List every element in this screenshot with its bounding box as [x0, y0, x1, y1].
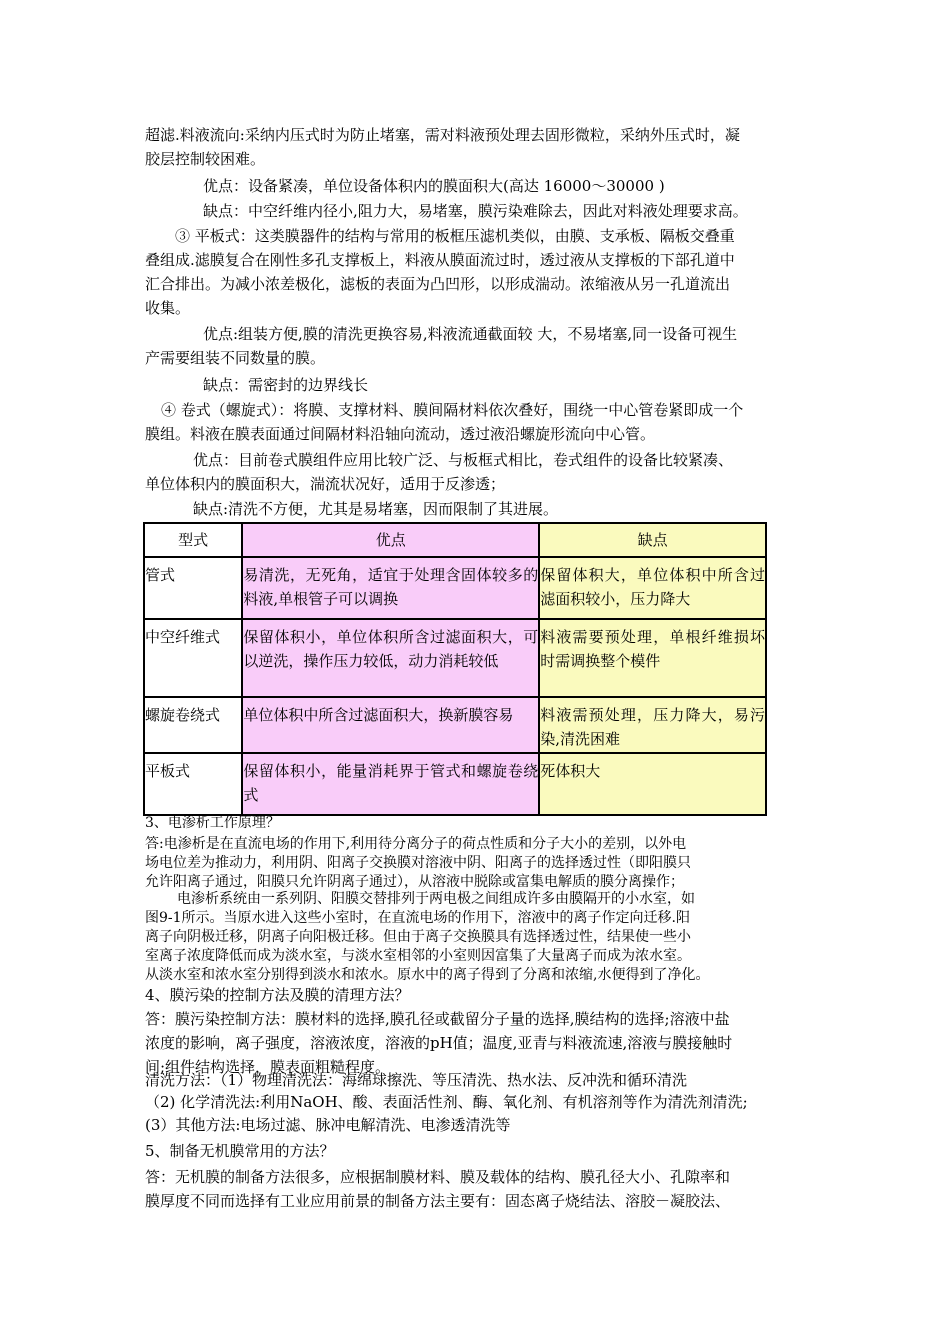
- cell-text: 保留体积小，单位体积所含过滤面积大，可以逆洗，操作压力较低，动力消耗较低: [243, 628, 539, 670]
- cell-text: 料液需预处理，压力降大，易污染,清洗困难: [540, 706, 765, 748]
- paragraph-plate-advantages: [145, 322, 810, 370]
- text-line: 从淡水室和浓水室分别得到淡水和浓水。原水中的离子得到了分离和浓缩,水便得到了净化。: [145, 967, 710, 983]
- paragraph-cleaning-chemical: [145, 1090, 810, 1114]
- text-line: 间;组件结构选择，膜表面粗糙程度。: [145, 1058, 391, 1076]
- table-row: [144, 619, 766, 697]
- text-line: 4、膜污染的控制方法及膜的清理方法？: [145, 986, 410, 1004]
- cell-text: 料液需要预处理，单根纤维损坏时需调换整个模件: [540, 628, 765, 670]
- cell-disadvantages: [539, 753, 766, 815]
- cell-advantages: [242, 557, 539, 619]
- cell-advantages: [242, 619, 539, 697]
- cell-advantages: [242, 697, 539, 753]
- text-line: 答：膜污染控制方法：膜材料的选择,膜孔径或截留分子量的选择,膜结构的选择;溶液中盐: [145, 1010, 730, 1028]
- cell-text: 管式: [145, 566, 176, 584]
- text-line: 答：无机膜的制备方法很多，应根据制膜材料、膜及载体的结构、膜孔径大小、孔隙率和: [145, 1168, 731, 1186]
- header-advantages: 优点: [242, 523, 539, 557]
- paragraph-hollow-fiber-flow: [145, 123, 810, 171]
- paragraph-plate-disadvantages: [203, 373, 868, 397]
- text-line: (3）其他方法:电场过滤、脉冲电解清洗、电渗透清洗等: [145, 1116, 511, 1134]
- text-line: ④ 卷式（螺旋式）：将膜、支撑材料、膜间隔材料依次叠好，围绕一中心管卷紧即成一个: [161, 401, 744, 419]
- table-row: [144, 557, 766, 619]
- text-line: 清洗方法：（1）物理清洗法：海绵球擦洗、等压清洗、热水法、反冲洗和循环清洗: [145, 1071, 688, 1089]
- text-line: 优点：设备紧凑，单位设备体积内的膜面积大(高达 16000～30000 ): [203, 177, 665, 195]
- cell-text: 平板式: [145, 762, 191, 780]
- paragraph-cleaning-other: [145, 1113, 810, 1137]
- text-line: 单位体积内的膜面积大，湍流状况好，适用于反渗透；: [145, 475, 506, 493]
- text-line: 室离子浓度降低而成为淡水室，与淡水室相邻的小室则因富集了大量离子而成为浓水室。: [145, 948, 691, 964]
- heading-q3: [145, 814, 810, 833]
- paragraph-q3-answer: [145, 835, 810, 892]
- cell-disadvantages: [539, 619, 766, 697]
- paragraph-plate-type: [145, 224, 810, 320]
- table-row: [144, 697, 766, 753]
- text-line: 允许阳离子通过，阳膜只允许阴离子通过），从溶液中脱除或富集电解质的膜分离操作；: [145, 874, 684, 890]
- text-line: 超滤.料液流向:采纳内压式时为防止堵塞，需对料液预处理去固形微粒，采纳外压式时，凝: [145, 126, 740, 144]
- text-line: 优点:组装方便,膜的清洗更换容易,料液流通截面较 大，不易堵塞,同一设备可视生: [203, 325, 738, 343]
- paragraph-spiral-type: [145, 398, 810, 446]
- table-header-row: [144, 523, 766, 557]
- text-line: 缺点：需密封的边界线长: [203, 376, 369, 394]
- paragraph-hollow-fiber-advantages: [203, 174, 868, 198]
- cell-text: 死体积大: [540, 762, 601, 780]
- text-line: 产需要组装不同数量的膜。: [145, 349, 326, 367]
- text-line: 膜组。料液在膜表面通过间隔材料沿轴向流动，透过液沿螺旋形流向中心管。: [145, 425, 656, 443]
- paragraph-hollow-fiber-disadvantages: [203, 199, 868, 223]
- header-type: 型式: [144, 523, 242, 557]
- cell-text: 保留体积大，单位体积中所含过滤面积较小，压力降大: [540, 566, 765, 608]
- text-line: 叠组成.滤膜复合在刚性多孔支撑板上，料液从膜面流过时，透过液从支撑板的下部孔道中: [145, 251, 735, 269]
- text-line: 离子向阴极迁移，阴离子向阳极迁移。但由于离子交换膜具有选择透过性，结果使一些小: [145, 929, 691, 945]
- text-line: 缺点：中空纤维内径小,阻力大，易堵塞，膜污染难除去，因此对料液处理要求高。: [203, 202, 748, 220]
- text-line: 汇合排出。为减小浓差极化，滤板的表面为凸凹形，以形成湍动。浓缩液从另一孔道流出: [145, 275, 731, 293]
- text-line: 5、制备无机膜常用的方法？: [145, 1142, 335, 1160]
- text-line: 浓度的影响，离子强度，溶液浓度，溶液的pH值；温度,亚青与料液流速,溶液与膜接触时: [145, 1034, 733, 1052]
- table-row: [144, 753, 766, 815]
- cell-advantages: [242, 753, 539, 815]
- cell-text: 易清洗，无死角，适宜于处理含固体较多的料液,单根管子可以调换: [243, 566, 539, 608]
- text-line: 收集。: [145, 299, 191, 317]
- cell-text: 中空纤维式: [145, 628, 221, 646]
- paragraph-q5-answer: [145, 1165, 810, 1213]
- module-comparison-table: [143, 522, 767, 816]
- text-line: 缺点:清洗不方便，尤其是易堵塞，因而限制了其进展。: [193, 500, 559, 518]
- paragraph-q3-system: [145, 890, 810, 985]
- text-line: 场电位差为推动力，利用阴、阳离子交换膜对溶液中阴、阳离子的选择透过性（即阳膜只: [145, 855, 691, 871]
- text-line: 优点：目前卷式膜组件应用比较广泛、与板框式相比，卷式组件的设备比较紧凑、: [193, 451, 734, 469]
- cell-disadvantages: [539, 697, 766, 753]
- text-line: （2) 化学清洗法:利用NaOH、酸、表面活性剂、酶、氧化剂、有机溶剂等作为清洗剂清洗;: [145, 1093, 748, 1111]
- cell-type: [144, 619, 242, 697]
- cell-type: [144, 697, 242, 753]
- cell-type: [144, 753, 242, 815]
- cell-type: [144, 557, 242, 619]
- cell-text: 单位体积中所含过滤面积大，换新膜容易: [243, 706, 514, 724]
- paragraph-spiral-disadvantages: [193, 497, 858, 521]
- text-line: 胶层控制较困难。: [145, 150, 266, 168]
- text-line: 电渗析系统由一系列阴、阳膜交替排列于两电极之间组成许多由膜隔开的小水室，如: [177, 891, 695, 907]
- cell-text: 保留体积小，能量消耗界于管式和螺旋卷绕式: [243, 762, 539, 804]
- header-disadvantages: 缺点: [539, 523, 766, 557]
- text-line: 答:电渗析是在直流电场的作用下,利用待分离分子的荷点性质和分子大小的差别，以外电: [145, 836, 687, 852]
- text-line: 3、电渗析工作原理？: [145, 815, 280, 831]
- paragraph-cleaning-physical: [145, 1068, 810, 1092]
- text-line: ③ 平板式：这类膜器件的结构与常用的板框压滤机类似，由膜、支承板、隔板交叠重: [175, 227, 735, 245]
- cell-text: 螺旋卷绕式: [145, 706, 221, 724]
- cell-disadvantages: [539, 557, 766, 619]
- text-line: 图9-1所示。当原水进入这些小室时，在直流电场的作用下，溶液中的离子作定向迁移.阳: [145, 910, 690, 926]
- heading-q5: [145, 1139, 810, 1163]
- text-line: 膜厚度不同而选择有工业应用前景的制备方法主要有：固态离子烧结法、溶胶－凝胶法、: [145, 1192, 731, 1210]
- paragraph-spiral-advantages: [145, 448, 810, 496]
- heading-q4: [145, 983, 810, 1007]
